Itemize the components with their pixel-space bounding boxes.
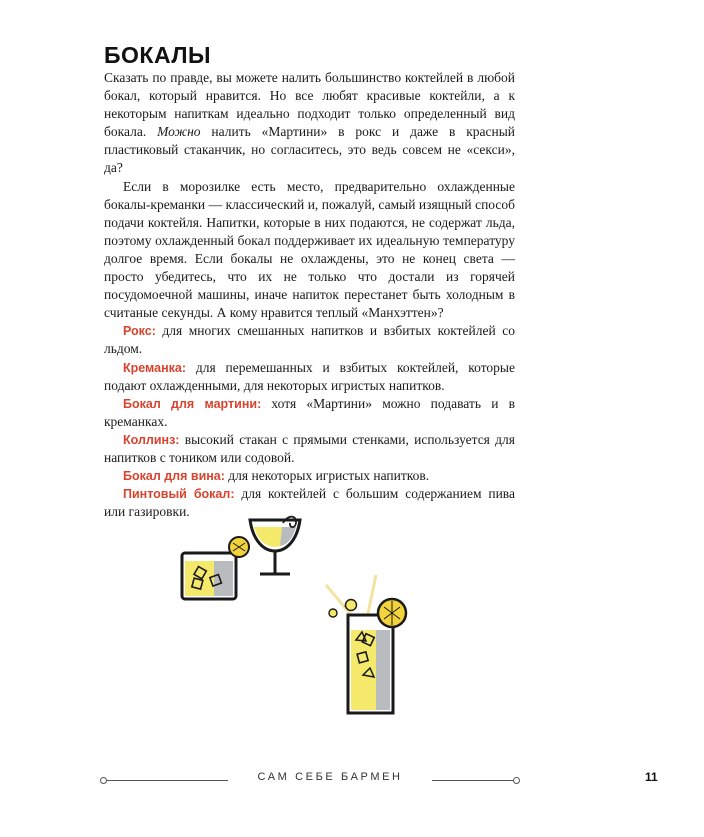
glass-desc-coupe: для перемешанных и взбитых коктейлей, которые подают охлажденными, для некоторых игристых напитков. xyxy=(104,359,515,393)
book-title: САМ СЕБЕ БАРМЕН xyxy=(257,771,403,783)
footer-rule-left xyxy=(106,780,228,781)
paragraph-intro-start: Сказать по правде, вы можете налить большинство коктейлей в любой бокал, который нравится. Но все любят красивые коктейли, а к некоторым напиткам идеально подходит только определенный вид бокала. xyxy=(104,70,515,140)
glass-item-collins xyxy=(104,431,515,467)
footer-right-dot xyxy=(513,777,520,784)
rocks-glass-icon xyxy=(182,537,249,599)
glass-desc-wine: для некоторых игристых напитков. xyxy=(224,468,430,484)
glass-item-coupe xyxy=(104,359,515,395)
glass-desc-pint: для коктейлей с большим содержанием пива или газировки. xyxy=(104,486,515,520)
footer-rule-right xyxy=(432,780,514,781)
glass-item-wine xyxy=(104,467,515,485)
glass-term-collins: Коллинз: xyxy=(123,432,180,447)
glass-item-rocks xyxy=(104,322,515,358)
coupe-glass-icon xyxy=(250,517,300,574)
paragraph-intro xyxy=(104,69,515,178)
glass-item-martini xyxy=(104,395,515,431)
glass-term-martini: Бокал для мартини: xyxy=(123,396,262,411)
glass-term-wine: Бокал для вина: xyxy=(123,469,225,484)
body-text xyxy=(104,69,515,521)
glass-term-coupe: Креманка: xyxy=(123,360,187,375)
cocktail-illustration xyxy=(170,505,440,720)
paragraph-chilled-glasses: Если в морозилке есть место, предварительно охлажденные бокалы-креманки — классический и, пожалуй, самый изящный способ подачи коктейля. Напитки, которые в них подаются, не содержат льда, поэтому охлажденный бокал поддерживает их идеальную температуру долгое время. Если бокалы не охлаждены, это не конец света — просто убедитесь, что их не только что достали из горячей посудомоечной машины, иначе напиток перестанет быть холодным в считаные секунды. А кому нравится теплый «Манхэттен»? xyxy=(104,178,515,321)
glass-desc-martini: хотя «Мартини» можно подавать и в креманках. xyxy=(104,395,515,429)
glass-term-pint: Пинтовый бокал: xyxy=(123,487,235,502)
paragraph-intro-end: налить «Мартини» в рокс и даже в красный пластиковый стаканчик, но согласитесь, это ведь совсем не «секси», да? xyxy=(104,124,516,176)
glass-desc-rocks: для многих смешанных напитков и взбитых коктейлей со льдом. xyxy=(104,323,515,357)
collins-glass-icon xyxy=(326,575,406,713)
glass-desc-collins: высокий стакан с прямыми стенками, используется для напитков с тоником или содовой. xyxy=(104,431,515,465)
glass-term-rocks: Рокс: xyxy=(123,324,156,339)
section-heading: БОКАЛЫ xyxy=(104,42,212,68)
paragraph-intro-italic: Можно xyxy=(157,124,201,140)
page-number: 11 xyxy=(645,770,658,784)
